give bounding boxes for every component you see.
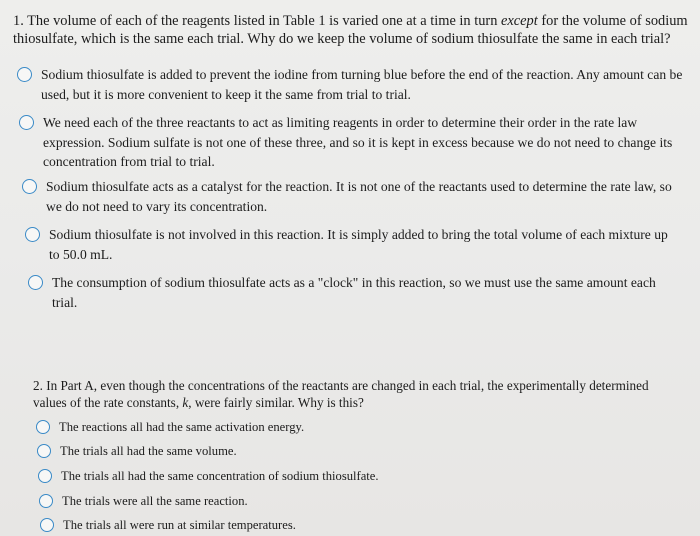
- question-1-option-4[interactable]: [25, 225, 675, 264]
- option-label: The trials all had the same concentration of sodium thiosulfate.: [61, 469, 379, 483]
- question-2-option-2[interactable]: [37, 443, 637, 459]
- question-2-prompt-text: 2. In Part A, even though the concentrations of the reactants are changed in each trial, the experimentally determined values of the rate constants,: [33, 378, 649, 410]
- question-1-option-3[interactable]: [22, 177, 682, 216]
- question-1-prompt-emphasis: except: [501, 13, 538, 29]
- option-label: Sodium thiosulfate is not involved in this reaction. It is simply added to bring the total volume of each mixture up to 50.0 mL.: [49, 227, 668, 262]
- question-2-option-1[interactable]: [36, 419, 636, 435]
- question-2-option-3[interactable]: [38, 468, 638, 484]
- option-label: The reactions all had the same activation energy.: [59, 420, 305, 434]
- question-2-prompt: [33, 377, 673, 411]
- option-label: Sodium thiosulfate acts as a catalyst for the reaction. It is not one of the reactants used to determine the rate law, so we do not need to vary its concentration.: [46, 179, 672, 214]
- question-1-option-5[interactable]: [28, 273, 668, 312]
- option-label: We need each of the three reactants to act as limiting reagents in order to determine their order in the rate law expression. Sodium sulfate is not one of these three, and so it is kept in excess because we do not need to change its concentration from trial to trial.: [43, 115, 673, 169]
- radio-button[interactable]: [28, 275, 43, 290]
- question-1-prompt-text: 1. The volume of each of the reagents listed in Table 1 is varied one at a time in turn: [13, 13, 501, 29]
- option-label: The trials all had the same volume.: [60, 444, 237, 458]
- question-2-prompt-text-end: , were fairly similar. Why is this?: [188, 395, 364, 410]
- option-label: Sodium thiosulfate is added to prevent the iodine from turning blue before the end of the reaction. Any amount can be used, but it is more convenient to keep it the same from trial to trial.: [41, 67, 683, 102]
- question-1-option-2[interactable]: [19, 113, 684, 172]
- radio-button[interactable]: [40, 518, 54, 532]
- radio-button[interactable]: [39, 494, 53, 508]
- radio-button[interactable]: [38, 469, 52, 483]
- radio-button[interactable]: [19, 115, 34, 130]
- radio-button[interactable]: [37, 444, 51, 458]
- question-2-option-4[interactable]: [39, 493, 639, 509]
- option-label: The consumption of sodium thiosulfate acts as a "clock" in this reaction, so we must use the same amount each trial.: [52, 275, 656, 310]
- question-1-prompt: [13, 12, 693, 48]
- option-label: The trials were all the same reaction.: [62, 494, 248, 508]
- radio-button[interactable]: [36, 420, 50, 434]
- question-1-prompt-text-end: for the volume of sodium thiosulfate, which is the same each trial. Why do we keep the volume of sodium thiosulfate the same in each trial?: [13, 13, 688, 47]
- radio-button[interactable]: [25, 227, 40, 242]
- radio-button[interactable]: [22, 179, 37, 194]
- question-2-option-5[interactable]: [40, 517, 640, 533]
- option-label: The trials all were run at similar temperatures.: [63, 518, 296, 532]
- question-1-option-1[interactable]: [17, 65, 687, 104]
- question-2-prompt-emphasis: k: [182, 395, 189, 410]
- radio-button[interactable]: [17, 67, 32, 82]
